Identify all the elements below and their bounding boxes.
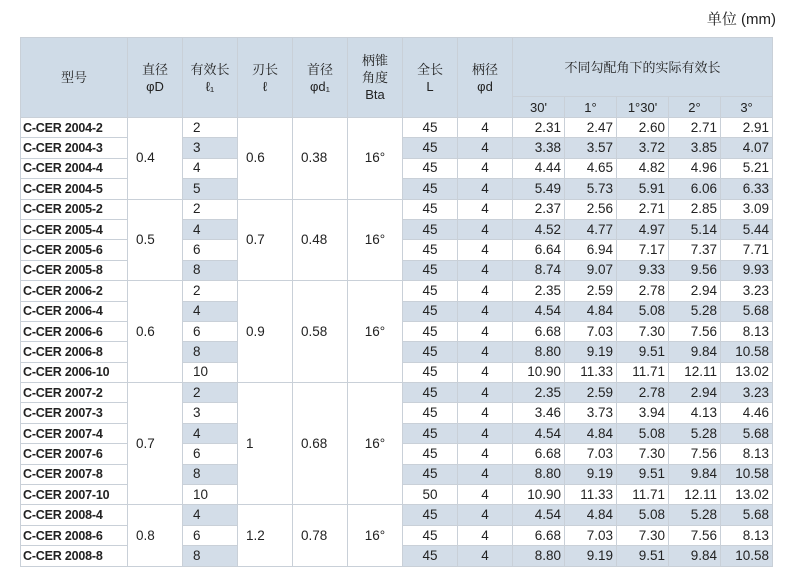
effective-length-value: 2.91 (721, 118, 773, 138)
effective-length-value: 2.78 (617, 383, 669, 403)
effective-length-value: 7.71 (721, 240, 773, 260)
diameter-cell: 0.5 (128, 199, 183, 281)
effective-length-value: 5.68 (721, 423, 773, 443)
total-length-cell: 45 (403, 158, 458, 178)
total-length-cell: 45 (403, 240, 458, 260)
taper-angle-cell: 16° (348, 383, 403, 505)
effective-length-value: 2.56 (565, 199, 617, 219)
effective-length-value: 2.71 (669, 118, 721, 138)
effective-length-value: 6.33 (721, 179, 773, 199)
effective-length-value: 5.28 (669, 505, 721, 525)
model-cell: C-CER 2005-2 (21, 199, 128, 219)
shank-diameter-cell: 4 (458, 525, 513, 545)
total-length-cell: 45 (403, 199, 458, 219)
effective-length-value: 4.54 (513, 505, 565, 525)
model-cell: C-CER 2007-3 (21, 403, 128, 423)
effective-length-value: 6.64 (513, 240, 565, 260)
model-cell: C-CER 2006-10 (21, 362, 128, 382)
effective-length-value: 2.94 (669, 383, 721, 403)
model-cell: C-CER 2004-3 (21, 138, 128, 158)
effective-length-value: 9.84 (669, 464, 721, 484)
shank-diameter-cell: 4 (458, 383, 513, 403)
effective-length-value: 13.02 (721, 362, 773, 382)
effective-length-value: 6.68 (513, 321, 565, 341)
effective-length-value: 11.71 (617, 485, 669, 505)
effective-length-value: 13.02 (721, 485, 773, 505)
effective-length-value: 9.51 (617, 546, 669, 566)
effective-length-value: 2.47 (565, 118, 617, 138)
effective-length-value: 9.33 (617, 260, 669, 280)
table-row (21, 383, 773, 403)
total-length-cell: 45 (403, 362, 458, 382)
effective-length-value: 6.94 (565, 240, 617, 260)
effective-length-value: 6.06 (669, 179, 721, 199)
effective-length-value: 7.17 (617, 240, 669, 260)
effective-length-value: 4.07 (721, 138, 773, 158)
table-row (21, 118, 773, 138)
shank-diameter-cell: 4 (458, 464, 513, 484)
effective-length-value: 5.21 (721, 158, 773, 178)
effective-length-value: 4.46 (721, 403, 773, 423)
shank-diameter-cell: 4 (458, 423, 513, 443)
effective-length-value: 2.60 (617, 118, 669, 138)
model-cell: C-CER 2008-4 (21, 505, 128, 525)
effective-length-cell: 4 (183, 505, 238, 525)
neck-diameter-cell: 0.68 (293, 383, 348, 505)
effective-length-cell: 10 (183, 362, 238, 382)
effective-length-value: 2.35 (513, 281, 565, 301)
taper-angle-cell: 16° (348, 505, 403, 566)
effective-length-value: 4.65 (565, 158, 617, 178)
model-cell: C-CER 2007-6 (21, 444, 128, 464)
effective-length-value: 3.94 (617, 403, 669, 423)
effective-length-value: 11.33 (565, 362, 617, 382)
effective-length-value: 10.58 (721, 546, 773, 566)
effective-length-value: 10.58 (721, 342, 773, 362)
model-cell: C-CER 2005-8 (21, 260, 128, 280)
effective-length-cell: 2 (183, 281, 238, 301)
effective-length-value: 7.03 (565, 444, 617, 464)
effective-length-value: 9.07 (565, 260, 617, 280)
effective-length-value: 4.44 (513, 158, 565, 178)
effective-length-cell: 3 (183, 138, 238, 158)
header-model: 型号 (21, 38, 128, 118)
effective-length-cell: 6 (183, 240, 238, 260)
neck-diameter-cell: 0.78 (293, 505, 348, 566)
effective-length-value: 7.30 (617, 525, 669, 545)
effective-length-cell: 2 (183, 383, 238, 403)
effective-length-cell: 5 (183, 179, 238, 199)
blade-length-cell: 1.2 (238, 505, 293, 566)
shank-diameter-cell: 4 (458, 362, 513, 382)
shank-diameter-cell: 4 (458, 342, 513, 362)
shank-diameter-cell: 4 (458, 219, 513, 239)
effective-length-value: 5.49 (513, 179, 565, 199)
effective-length-value: 8.13 (721, 321, 773, 341)
effective-length-value: 6.68 (513, 444, 565, 464)
effective-length-cell: 3 (183, 403, 238, 423)
blade-length-cell: 1 (238, 383, 293, 505)
effective-length-cell: 8 (183, 464, 238, 484)
effective-length-value: 7.03 (565, 321, 617, 341)
effective-length-value: 10.58 (721, 464, 773, 484)
effective-length-value: 2.31 (513, 118, 565, 138)
effective-length-value: 9.51 (617, 464, 669, 484)
effective-length-value: 12.11 (669, 485, 721, 505)
effective-length-value: 9.93 (721, 260, 773, 280)
blade-length-cell: 0.9 (238, 281, 293, 383)
effective-length-cell: 2 (183, 118, 238, 138)
model-cell: C-CER 2008-8 (21, 546, 128, 566)
effective-length-value: 3.09 (721, 199, 773, 219)
shank-diameter-cell: 4 (458, 444, 513, 464)
effective-length-value: 5.28 (669, 423, 721, 443)
model-cell: C-CER 2005-6 (21, 240, 128, 260)
effective-length-value: 9.84 (669, 342, 721, 362)
shank-diameter-cell: 4 (458, 118, 513, 138)
neck-diameter-cell: 0.38 (293, 118, 348, 200)
effective-length-value: 4.84 (565, 423, 617, 443)
header-taper-angle: 柄锥 角度 Bta (348, 38, 403, 118)
diameter-cell: 0.4 (128, 118, 183, 200)
effective-length-value: 2.35 (513, 383, 565, 403)
effective-length-value: 2.78 (617, 281, 669, 301)
shank-diameter-cell: 4 (458, 403, 513, 423)
blade-length-cell: 0.7 (238, 199, 293, 281)
effective-length-value: 4.84 (565, 301, 617, 321)
effective-length-cell: 8 (183, 546, 238, 566)
effective-length-value: 8.74 (513, 260, 565, 280)
diameter-cell: 0.7 (128, 383, 183, 505)
effective-length-cell: 6 (183, 525, 238, 545)
model-cell: C-CER 2005-4 (21, 219, 128, 239)
effective-length-value: 10.90 (513, 362, 565, 382)
effective-length-value: 3.23 (721, 383, 773, 403)
header-total-length: 全长 L (403, 38, 458, 118)
total-length-cell: 45 (403, 260, 458, 280)
total-length-cell: 45 (403, 546, 458, 566)
diameter-cell: 0.6 (128, 281, 183, 383)
effective-length-value: 8.80 (513, 342, 565, 362)
effective-length-value: 7.30 (617, 444, 669, 464)
effective-length-value: 5.68 (721, 301, 773, 321)
shank-diameter-cell: 4 (458, 240, 513, 260)
effective-length-value: 7.03 (565, 525, 617, 545)
unit-label: 单位 (mm) (706, 11, 776, 28)
blade-length-cell: 0.6 (238, 118, 293, 200)
shank-diameter-cell: 4 (458, 505, 513, 525)
effective-length-value: 4.13 (669, 403, 721, 423)
effective-length-value: 4.54 (513, 301, 565, 321)
shank-diameter-cell: 4 (458, 260, 513, 280)
effective-length-value: 5.28 (669, 301, 721, 321)
effective-length-value: 8.80 (513, 464, 565, 484)
effective-length-cell: 4 (183, 301, 238, 321)
effective-length-value: 4.54 (513, 423, 565, 443)
effective-length-value: 4.82 (617, 158, 669, 178)
effective-length-value: 12.11 (669, 362, 721, 382)
total-length-cell: 45 (403, 138, 458, 158)
model-cell: C-CER 2006-2 (21, 281, 128, 301)
effective-length-value: 4.84 (565, 505, 617, 525)
effective-length-value: 7.56 (669, 525, 721, 545)
shank-diameter-cell: 4 (458, 546, 513, 566)
effective-length-value: 2.59 (565, 383, 617, 403)
model-cell: C-CER 2006-8 (21, 342, 128, 362)
total-length-cell: 45 (403, 219, 458, 239)
total-length-cell: 45 (403, 505, 458, 525)
total-length-cell: 45 (403, 321, 458, 341)
effective-length-value: 9.51 (617, 342, 669, 362)
table-row (21, 281, 773, 301)
effective-length-value: 5.08 (617, 505, 669, 525)
effective-length-value: 3.57 (565, 138, 617, 158)
effective-length-cell: 6 (183, 321, 238, 341)
effective-length-cell: 4 (183, 423, 238, 443)
effective-length-value: 3.46 (513, 403, 565, 423)
total-length-cell: 45 (403, 383, 458, 403)
effective-length-value: 11.71 (617, 362, 669, 382)
shank-diameter-cell: 4 (458, 199, 513, 219)
effective-length-value: 9.19 (565, 546, 617, 566)
effective-length-value: 3.73 (565, 403, 617, 423)
total-length-cell: 45 (403, 444, 458, 464)
header-neck-diameter: 首径 φd₁ (293, 38, 348, 118)
header-angle-group: 不同勾配角下的实际有效长 (513, 38, 773, 97)
effective-length-value: 3.72 (617, 138, 669, 158)
effective-length-value: 5.08 (617, 423, 669, 443)
total-length-cell: 45 (403, 403, 458, 423)
header-shank-diameter: 柄径 φd (458, 38, 513, 118)
effective-length-value: 2.37 (513, 199, 565, 219)
effective-length-value: 9.56 (669, 260, 721, 280)
effective-length-value: 4.96 (669, 158, 721, 178)
effective-length-value: 7.56 (669, 444, 721, 464)
header-diameter: 直径 φD (128, 38, 183, 118)
effective-length-cell: 6 (183, 444, 238, 464)
effective-length-value: 7.37 (669, 240, 721, 260)
effective-length-value: 2.85 (669, 199, 721, 219)
effective-length-value: 5.44 (721, 219, 773, 239)
effective-length-cell: 4 (183, 219, 238, 239)
model-cell: C-CER 2007-10 (21, 485, 128, 505)
total-length-cell: 45 (403, 301, 458, 321)
effective-length-value: 4.97 (617, 219, 669, 239)
total-length-cell: 45 (403, 179, 458, 199)
neck-diameter-cell: 0.58 (293, 281, 348, 383)
shank-diameter-cell: 4 (458, 321, 513, 341)
total-length-cell: 50 (403, 485, 458, 505)
effective-length-value: 3.85 (669, 138, 721, 158)
shank-diameter-cell: 4 (458, 179, 513, 199)
effective-length-value: 4.52 (513, 219, 565, 239)
total-length-cell: 45 (403, 525, 458, 545)
header-angle: 30' (513, 97, 565, 118)
taper-angle-cell: 16° (348, 281, 403, 383)
effective-length-value: 2.94 (669, 281, 721, 301)
effective-length-value: 11.33 (565, 485, 617, 505)
effective-length-cell: 2 (183, 199, 238, 219)
effective-length-value: 3.38 (513, 138, 565, 158)
effective-length-value: 10.90 (513, 485, 565, 505)
total-length-cell: 45 (403, 118, 458, 138)
diameter-cell: 0.8 (128, 505, 183, 566)
model-cell: C-CER 2007-8 (21, 464, 128, 484)
effective-length-value: 8.13 (721, 525, 773, 545)
header-angle: 2° (669, 97, 721, 118)
effective-length-value: 5.73 (565, 179, 617, 199)
effective-length-value: 4.77 (565, 219, 617, 239)
effective-length-value: 5.91 (617, 179, 669, 199)
effective-length-value: 7.30 (617, 321, 669, 341)
effective-length-value: 8.13 (721, 444, 773, 464)
effective-length-cell: 10 (183, 485, 238, 505)
effective-length-value: 5.68 (721, 505, 773, 525)
taper-angle-cell: 16° (348, 118, 403, 200)
header-angle: 1°30' (617, 97, 669, 118)
table-row (21, 505, 773, 525)
total-length-cell: 45 (403, 423, 458, 443)
total-length-cell: 45 (403, 464, 458, 484)
effective-length-cell: 4 (183, 158, 238, 178)
effective-length-value: 8.80 (513, 546, 565, 566)
model-cell: C-CER 2006-6 (21, 321, 128, 341)
table-row (21, 199, 773, 219)
effective-length-value: 6.68 (513, 525, 565, 545)
effective-length-value: 2.59 (565, 281, 617, 301)
header-angle: 3° (721, 97, 773, 118)
effective-length-value: 9.84 (669, 546, 721, 566)
shank-diameter-cell: 4 (458, 158, 513, 178)
effective-length-cell: 8 (183, 260, 238, 280)
shank-diameter-cell: 4 (458, 301, 513, 321)
header-angle: 1° (565, 97, 617, 118)
header-blade-length: 刃长 ℓ (238, 38, 293, 118)
shank-diameter-cell: 4 (458, 485, 513, 505)
effective-length-value: 3.23 (721, 281, 773, 301)
effective-length-value: 9.19 (565, 342, 617, 362)
model-cell: C-CER 2007-2 (21, 383, 128, 403)
model-cell: C-CER 2008-6 (21, 525, 128, 545)
model-cell: C-CER 2004-4 (21, 158, 128, 178)
effective-length-cell: 8 (183, 342, 238, 362)
spec-table (20, 37, 773, 567)
effective-length-value: 5.08 (617, 301, 669, 321)
shank-diameter-cell: 4 (458, 138, 513, 158)
total-length-cell: 45 (403, 281, 458, 301)
effective-length-value: 5.14 (669, 219, 721, 239)
model-cell: C-CER 2007-4 (21, 423, 128, 443)
model-cell: C-CER 2004-2 (21, 118, 128, 138)
header-effective-length: 有效长 ℓ₁ (183, 38, 238, 118)
effective-length-value: 9.19 (565, 464, 617, 484)
total-length-cell: 45 (403, 342, 458, 362)
neck-diameter-cell: 0.48 (293, 199, 348, 281)
effective-length-value: 2.71 (617, 199, 669, 219)
effective-length-value: 7.56 (669, 321, 721, 341)
model-cell: C-CER 2004-5 (21, 179, 128, 199)
model-cell: C-CER 2006-4 (21, 301, 128, 321)
taper-angle-cell: 16° (348, 199, 403, 281)
shank-diameter-cell: 4 (458, 281, 513, 301)
